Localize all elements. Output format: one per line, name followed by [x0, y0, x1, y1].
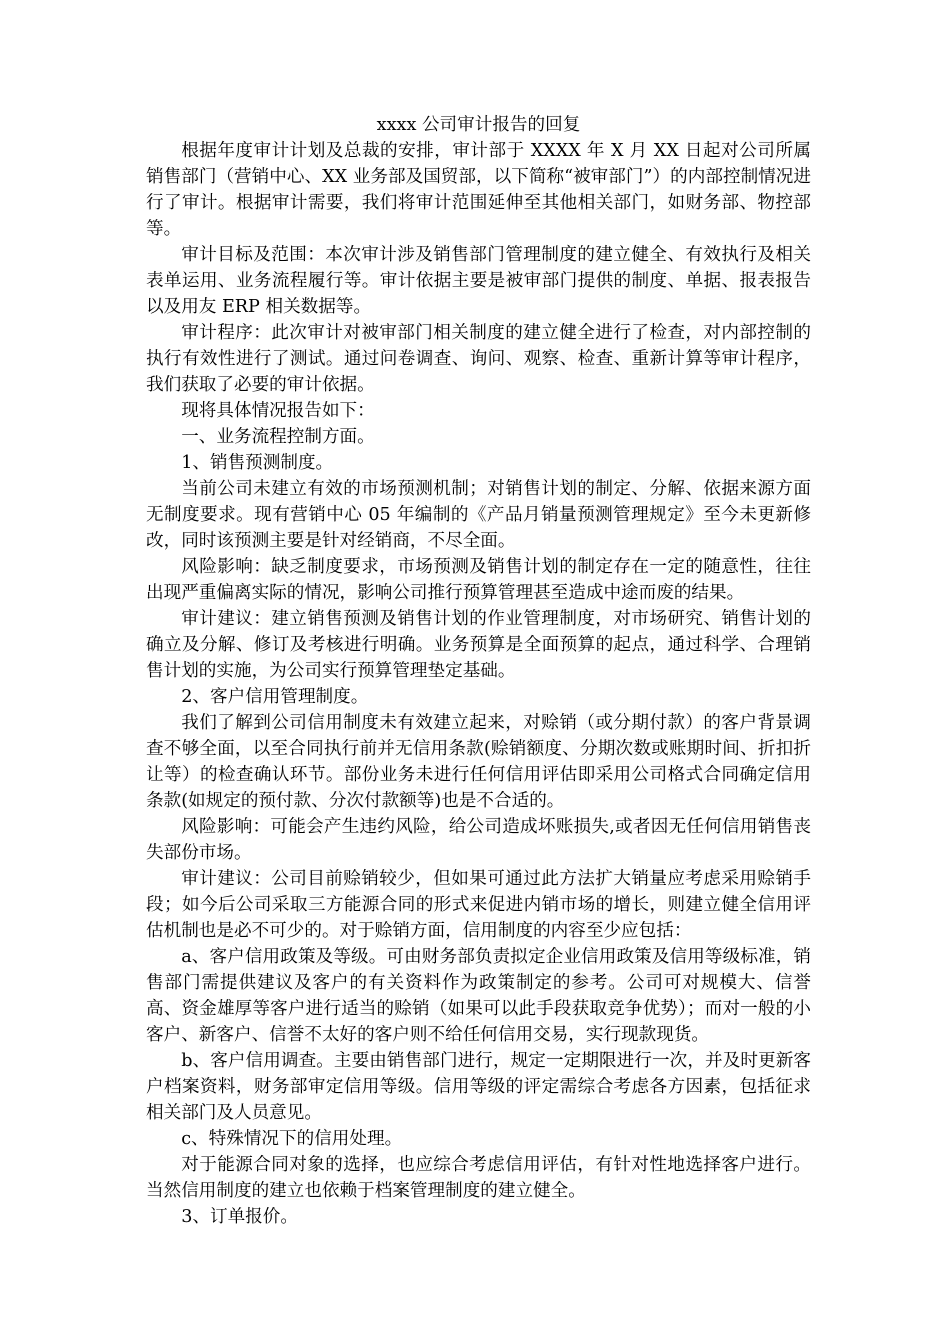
- paragraph-audit-scope: 审计目标及范围：本次审计涉及销售部门管理制度的建立健全、有效执行及相关表单运用、业务流程履行等。审计依据主要是被审部门提供的制度、单据、报表报告以及用友 ERP 相关数据等。: [146, 245, 811, 317]
- paragraph-credit-risk: 风险影响：可能会产生违约风险，给公司造成坏账损失,或者因无任何信用销售丧失部份市场。: [146, 817, 811, 863]
- document-page: [146, 112, 811, 1230]
- paragraph-credit-item-c: c、特殊情况下的信用处理。: [181, 1129, 403, 1149]
- paragraph-credit-item-a: a、客户信用政策及等级。可由财务部负责拟定企业信用政策及信用等级标准，销售部门需提供建议及客户的有关资料作为政策制定的参考。公司可对规模大、信誉高、资金雄厚等客户进行适当的赊销（如果可以此手段获取竞争优势）；而对一般的小客户、新客户、信誉不太好的客户则不给任何信用交易，实行现款现货。: [146, 947, 811, 1045]
- paragraph-forecast-risk: 风险影响：缺乏制度要求，市场预测及销售计划的制定存在一定的随意性，往往出现严重偏离实际的情况，影响公司推行预算管理甚至造成中途而废的结果。: [146, 557, 811, 603]
- section-heading-process-control: 一、业务流程控制方面。: [181, 427, 375, 447]
- paragraph-intro: 根据年度审计计划及总裁的安排，审计部于 XXXX 年 X 月 XX 日起对公司所属销售部门（营销中心、XX 业务部及国贸部，以下简称“被审部门”）的内部控制情况进行了审计。根据审计需要，我们将审计范围延伸至其他相关部门，如财务部、物控部等。: [146, 141, 811, 239]
- subsection-heading-credit-management: 2、客户信用管理制度。: [181, 687, 369, 707]
- paragraph-report-intro: 现将具体情况报告如下：: [181, 401, 375, 421]
- paragraph-forecast-finding: 当前公司未建立有效的市场预测机制；对销售计划的制定、分解、依据来源方面无制度要求。现有营销中心 05 年编制的《产品月销量预测管理规定》至今未更新修改，同时该预测主要是针对经销商，不尽全面。: [146, 479, 811, 551]
- paragraph-credit-finding: 我们了解到公司信用制度未有效建立起来，对赊销（或分期付款）的客户背景调查不够全面，以至合同执行前并无信用条款(赊销额度、分期次数或账期时间、折扣折让等）的检查确认环节。部份业务未进行任何信用评估即采用公司格式合同确定信用条款(如规定的预付款、分次付款额等)也是不合适的。: [146, 713, 811, 811]
- subsection-heading-sales-forecast: 1、销售预测制度。: [181, 453, 334, 473]
- paragraph-audit-procedure: 审计程序：此次审计对被审部门相关制度的建立健全进行了检查，对内部控制的执行有效性进行了测试。通过问卷调查、询问、观察、检查、重新计算等审计程序，我们获取了必要的审计依据。: [146, 323, 811, 395]
- document-title: xxxx 公司审计报告的回复: [376, 115, 581, 135]
- paragraph-credit-suggestion: 审计建议：公司目前赊销较少，但如果可通过此方法扩大销量应考虑采用赊销手段；如今后公司采取三方能源合同的形式来促进内销市场的增长，则建立健全信用评估机制也是必不可少的。对于赊销方面，信用制度的内容至少应包括：: [146, 869, 811, 941]
- paragraph-credit-item-b: b、客户信用调查。主要由销售部门进行，规定一定期限进行一次，并及时更新客户档案资料，财务部审定信用等级。信用等级的评定需综合考虑各方因素，包括征求相关部门及人员意见。: [146, 1051, 811, 1123]
- paragraph-forecast-suggestion: 审计建议：建立销售预测及销售计划的作业管理制度，对市场研究、销售计划的确立及分解、修订及考核进行明确。业务预算是全面预算的起点，通过科学、合理销售计划的实施，为公司实行预算管理垫定基础。: [146, 609, 811, 681]
- paragraph-credit-closing: 对于能源合同对象的选择，也应综合考虑信用评估，有针对性地选择客户进行。当然信用制度的建立也依赖于档案管理制度的建立健全。: [146, 1155, 811, 1201]
- subsection-heading-order-quote: 3、订单报价。: [181, 1207, 298, 1227]
